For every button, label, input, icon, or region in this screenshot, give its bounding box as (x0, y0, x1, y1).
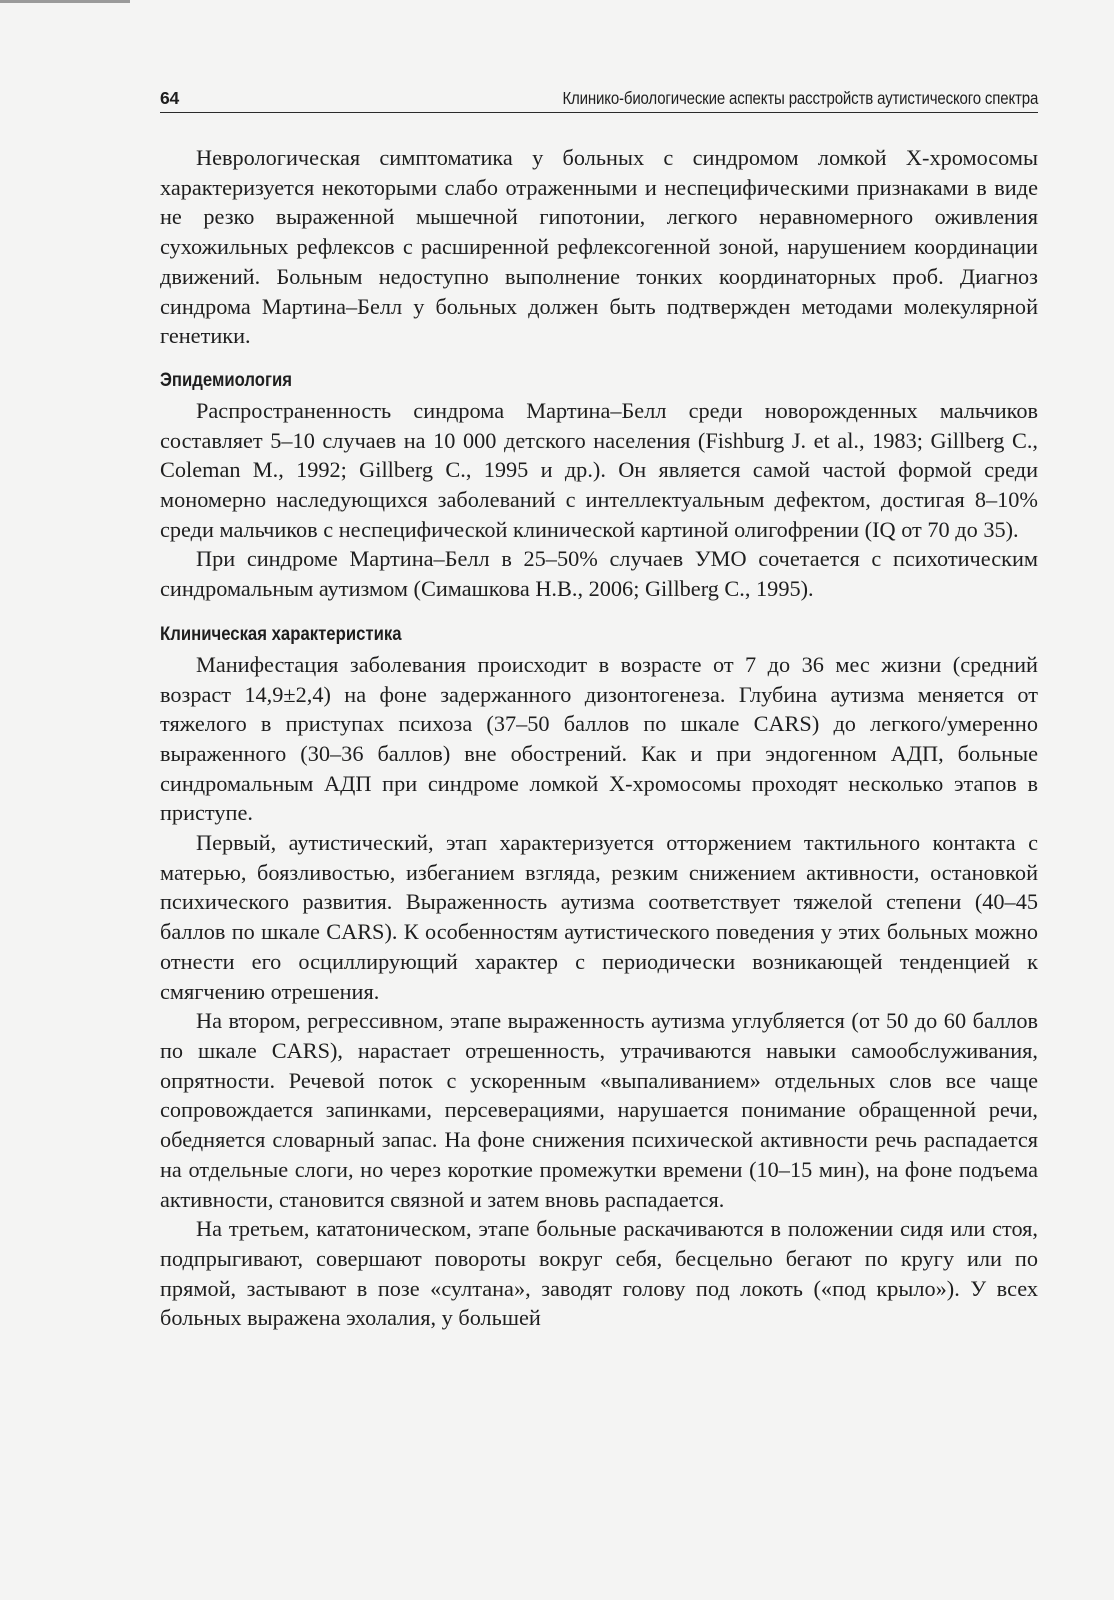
page-body (160, 143, 1038, 1333)
page-number: 64 (160, 88, 180, 108)
paragraph-clinical-manifestation: Манифестация заболевания происходит в возрасте от 7 до 36 мес жизни (средний возраст 14,9±2,4) на фоне задержанного дизонтогенеза. Глубина аутизма меняется от тяжелого в приступах психоза (37–50 баллов по шкале CARS) до легкого/умеренно выраженного (30–36 баллов) вне обострений. Как и при эндогенном АДП, больные синдромальным АДП при синдроме ломкой Х-хромосомы проходят несколько этапов в приступе. (160, 651, 1038, 826)
running-head (160, 88, 1038, 113)
paragraph-epidemiology-prevalence: Распространенность синдрома Мартина–Белл среди новорожденных мальчиков составляет 5–10 случаев на 10 000 детского населения (Fishburg J. et al., 1983; Gillberg C., Coleman M., 1992; Gillberg C., 1995 и др.). Он является самой частой формой среди мономерно наследующихся заболеваний с интеллектуальным дефектом, достигая 8–10% среди мальчиков с неспецифической клинической картиной олигофрении (IQ от 70 до 35). (160, 397, 1038, 542)
book-page (160, 88, 1038, 1333)
paragraph-epidemiology-autism: При синдроме Мартина–Белл в 25–50% случаев УМО сочетается с психотическим синдромальным аутизмом (Симашкова Н.В., 2006; Gillberg C., 1995). (160, 546, 1038, 602)
paragraph-clinical-stage-two: На втором, регрессивном, этапе выраженность аутизма углубляется (от 50 до 60 баллов по шкале CARS), нарастает отрешенность, утрачиваются навыки самообслуживания, опрятности. Речевой поток с ускоренным «выпаливанием» отдельных слов все чаще сопровождается запинками, персеверациями, нарушается понимание обращенной речи, обедняется словарный запас. На фоне снижения психической активности речь распадается на отдельные слоги, но через короткие промежутки времени (10–15 мин), на фоне подъема активности, становится связной и затем вновь распадается. (160, 1008, 1038, 1212)
paragraph-clinical-stage-one: Первый, аутистический, этап характеризуется отторжением тактильного контакта с матерью, боязливостью, избеганием взгляда, резким снижением активности, остановкой психического развития. Выраженность аутизма соответствует тяжелой степени (40–45 баллов по шкале CARS). К особенностям аутистического поведения у этих больных можно отнести его осциллирующий характер с периодически возникающей тенденцией к смягчению отрешения. (160, 830, 1038, 1004)
paragraph-clinical-stage-three: На третьем, кататоническом, этапе больные раскачиваются в положении сидя или стоя, подпрыгивают, совершают повороты вокруг себя, бесцельно бегают по кругу или по прямой, застывают в позе «султана», заводят голову под локоть («под крыло»). У всех больных выражена эхолалия, у большей (160, 1216, 1038, 1331)
paragraph-neurology: Неврологическая симптоматика у больных с синдромом ломкой Х-хромосомы характеризуется некоторыми слабо отраженными и неспецифическими признаками в виде не резко выраженной мышечной гипотонии, легкого неравномерного оживления сухожильных рефлексов с расширенной рефлексогенной зоной, нарушением координации движений. Больным недоступно выполнение тонких координаторных проб. Диагноз синдрома Мартина–Белл у больных должен быть подтвержден методами молекулярной генетики. (160, 145, 1038, 349)
scan-edge-mark (0, 0, 130, 3)
heading-epidemiology: Эпидемиология (160, 369, 293, 391)
running-head-title: Клинико-биологические аспекты расстройств аутистического спектра (562, 88, 1038, 108)
heading-clinical: Клиническая характеристика (160, 623, 402, 645)
